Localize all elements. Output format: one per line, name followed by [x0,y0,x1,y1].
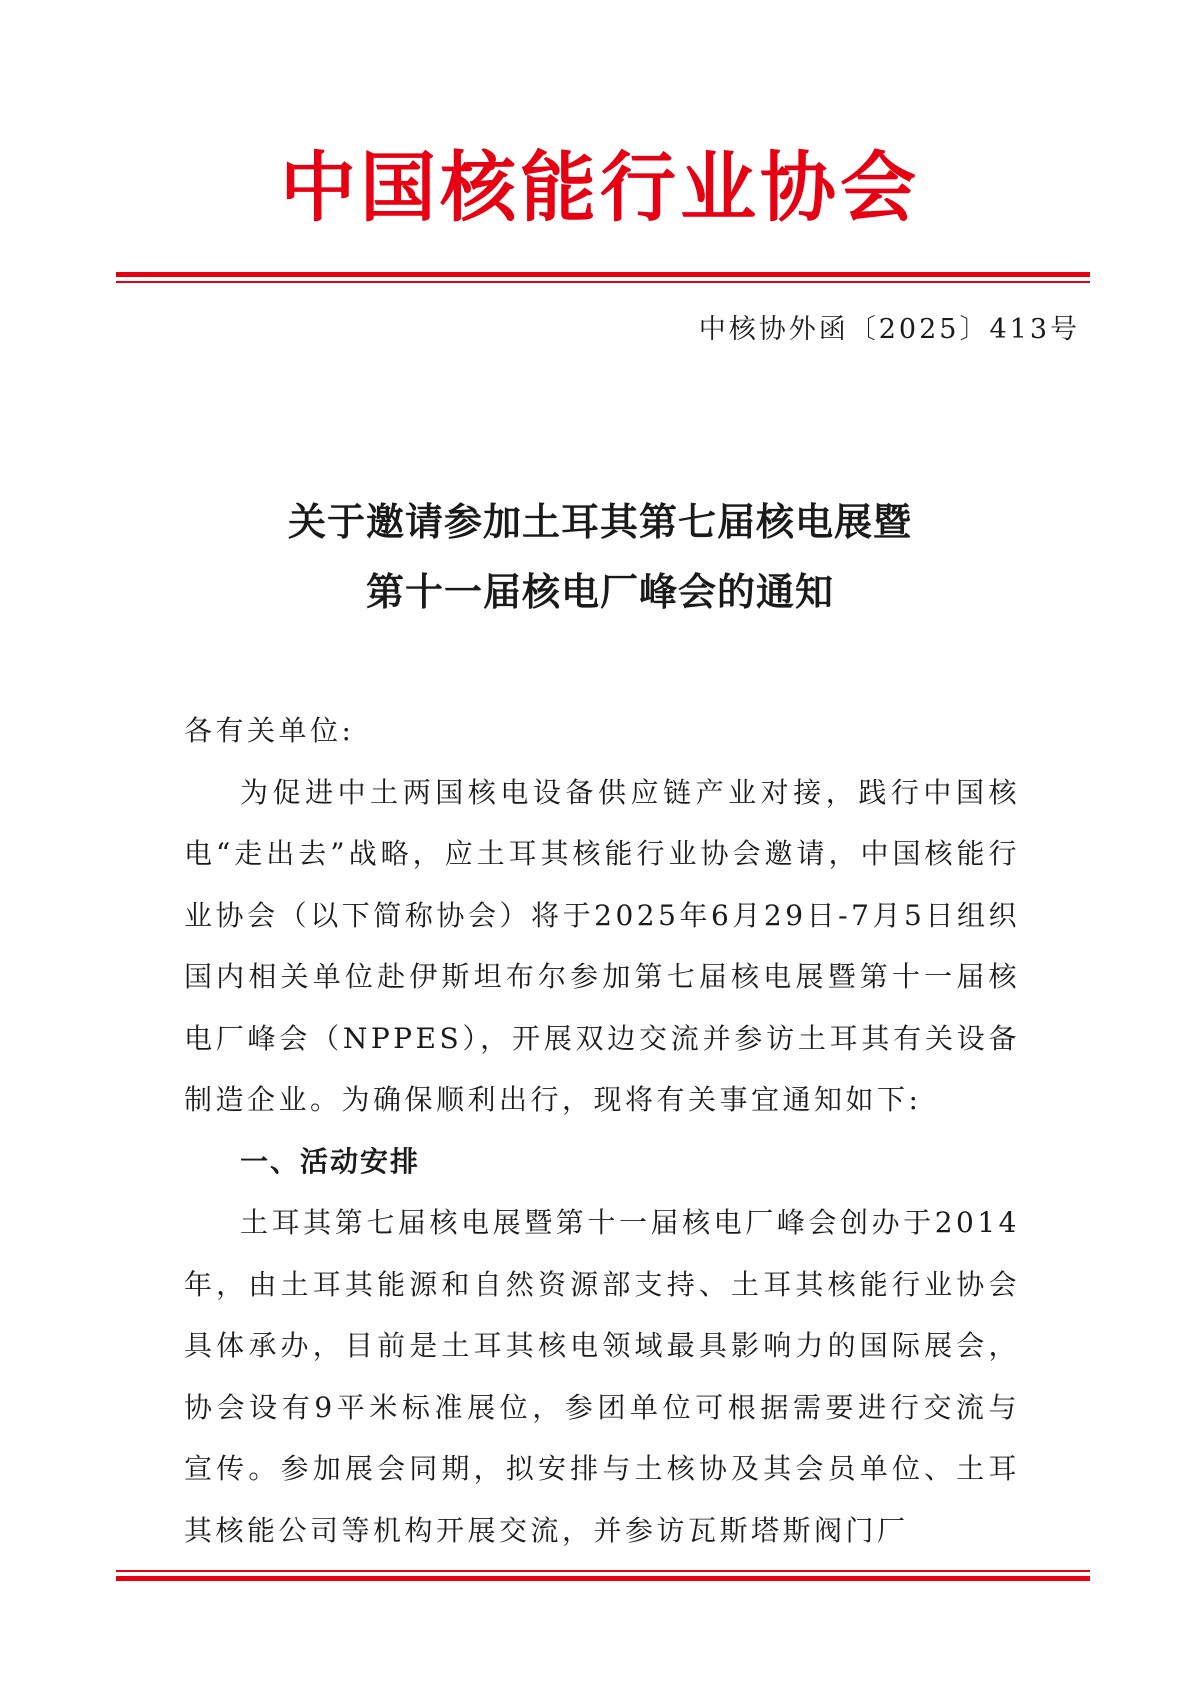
document-body [184,700,1020,1561]
body-paragraph: 为促进中土两国核电设备供应链产业对接，践行中国核电“走出去”战略，应土耳其核能行业协会邀请，中国核能行业协会（以下简称协会）将于2025年6月29日-7月5日组织国内相关单位赴伊斯坦布尔参加第七届核电展暨第十一届核电厂峰会（NPPES），开展双边交流并参访土耳其有关设备制造企业。为确保顺利出行，现将有关事宜通知如下: [184,775,1020,1116]
letterhead-rule [116,272,1090,283]
letterhead-org-name: 中国核能行业协会 [280,143,920,232]
salutation: 各有关单位: [184,714,355,747]
footer-rule [116,1570,1090,1581]
body-paragraph: 土耳其第七届核电展暨第十一届核电厂峰会创办于2014年，由土耳其能源和自然资源部支持、土耳其核能行业协会具体承办，目前是土耳其核电领域最具影响力的国际展会，协会设有9平米标准展位，参团单位可根据需要进行交流与宣传。参加展会同期，拟安排与土核协及其会员单位、土耳其核能公司等机构开展交流，并参访瓦斯塔斯阀门厂 [184,1206,1020,1547]
section-heading: 一、活动安排 [240,1144,421,1178]
document-number: 中核协外函〔2025〕413号 [698,314,1080,345]
document-title-line-2: 第十一届核电厂峰会的通知 [365,570,834,614]
document-title-line-1: 关于邀请参加土耳其第七届核电展暨 [287,500,912,544]
